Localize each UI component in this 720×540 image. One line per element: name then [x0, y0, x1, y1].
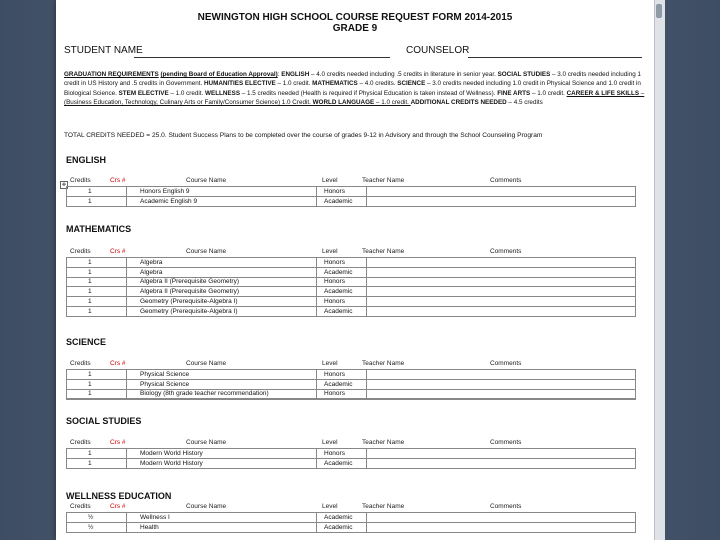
section-social-title: SOCIAL STUDIES — [66, 416, 142, 426]
cell-credits: 1 — [88, 307, 92, 315]
cell-credits: 1 — [88, 188, 92, 195]
cell-course: Algebra II (Prerequisite Geometry) — [140, 288, 239, 296]
cell-credits: 1 — [88, 268, 92, 276]
header-crs: Crs # — [110, 177, 126, 184]
cell-level: Honors — [324, 259, 345, 266]
cell-level: Honors — [324, 188, 345, 195]
student-name-line[interactable] — [134, 57, 390, 58]
header-teacher: Teacher Name — [362, 503, 405, 510]
counselor-line[interactable] — [468, 57, 642, 58]
cell-level: Academic — [324, 380, 353, 388]
cell-level: Academic — [324, 268, 353, 276]
header-rule — [66, 248, 636, 258]
column-rule — [316, 370, 317, 399]
scrollbar-track[interactable] — [654, 0, 665, 540]
header-course: Course Name — [186, 177, 227, 184]
scrollbar-thumb[interactable] — [656, 4, 662, 18]
table-frame — [66, 258, 636, 317]
header-comments: Comments — [490, 177, 522, 184]
section-english — [66, 177, 636, 208]
header-course: Course Name — [186, 439, 227, 446]
form-grade: GRADE 9 — [332, 23, 378, 34]
column-rule — [126, 449, 127, 468]
table-frame — [66, 187, 636, 207]
column-rule — [126, 258, 127, 316]
header-credits: Credits — [70, 439, 91, 446]
column-rule — [366, 258, 367, 316]
cell-credits: 1 — [88, 259, 92, 266]
cell-course: Physical Science — [140, 380, 190, 388]
column-rule — [316, 449, 317, 468]
header-teacher: Teacher Name — [362, 177, 405, 184]
cell-credits: 1 — [88, 197, 92, 205]
cell-course: Biology (8th grade teacher recommendation) — [140, 390, 269, 398]
header-level: Level — [322, 248, 338, 255]
cell-level: Honors — [324, 390, 345, 398]
section-math — [66, 248, 636, 318]
graduation-requirements: GRADUATION REQUIREMENTS (pending Board of Education Approval): ENGLISH – 4.0 credits needed including .5 credits in literature in senior year. SOCIAL STUDIES – 3.0 credits needed including 1 credit in US History and .5 credits in Government. HUMANITIES ELECTIVE – 1.0 credit. MATHEMATICS – 4.0 credits. SCIENCE – 3.0 credits needed including 1.0 credit in Physical Science and 1.0 credit in Biological Science. STEM ELECTIVE – 1.0 credit. WELLNESS – 1.5 credits needed (Health is required if Physical Education is taken instead of Wellness). FINE ARTS – 1.0 credit. CAREER & LIFE SKILLS – (Business Education, Technology, Culinary Arts or Family/Consumer Science) 1.0 Credit. WORLD LANGUAGE – 1.0 credit. ADDITIONAL CREDITS NEEDED – 4.5 credits — [64, 71, 645, 106]
header-credits: Credits — [70, 503, 91, 510]
section-wellness-title: WELLNESS EDUCATION — [66, 491, 172, 501]
student-name-label: STUDENT NAME — [64, 45, 143, 56]
cell-course: Algebra — [140, 268, 163, 276]
column-rule — [126, 513, 127, 532]
section-science-title: SCIENCE — [66, 337, 107, 347]
column-rule — [316, 513, 317, 532]
cell-course: Modern World History — [140, 450, 203, 457]
section-math-title: MATHEMATICS — [66, 224, 132, 234]
column-rule — [126, 370, 127, 399]
cell-credits: 1 — [88, 459, 92, 467]
header-crs: Crs # — [110, 439, 126, 446]
header-teacher: Teacher Name — [362, 360, 405, 367]
header-comments: Comments — [490, 503, 522, 510]
header-credits: Credits — [70, 360, 91, 367]
header-crs: Crs # — [110, 503, 126, 510]
cell-level: Honors — [324, 278, 345, 286]
cell-course: Wellness I — [140, 514, 170, 521]
table-frame — [66, 513, 636, 533]
form-title: NEWINGTON HIGH SCHOOL COURSE REQUEST FORM 2014-2015 — [197, 12, 513, 23]
header-crs: Crs # — [110, 360, 126, 367]
cell-credits: 1 — [88, 297, 92, 305]
cell-credits: 1 — [88, 450, 92, 457]
document-page — [56, 0, 654, 540]
header-rule — [66, 439, 636, 449]
cell-course: Honors English 9 — [140, 188, 190, 195]
header-comments: Comments — [490, 439, 522, 446]
header-crs: Crs # — [110, 248, 126, 255]
cell-course: Algebra II (Prerequisite Geometry) — [140, 278, 239, 286]
header-comments: Comments — [490, 248, 522, 255]
table-frame — [66, 370, 636, 400]
cell-level: Honors — [324, 371, 345, 378]
cell-course: Geometry (Prerequisite-Algebra I) — [140, 307, 238, 315]
column-rule — [316, 258, 317, 316]
cell-level: Honors — [324, 450, 345, 457]
table-frame — [66, 449, 636, 469]
header-teacher: Teacher Name — [362, 248, 405, 255]
counselor-label: COUNSELOR — [406, 45, 470, 56]
cell-level: Academic — [324, 307, 353, 315]
header-course: Course Name — [186, 503, 227, 510]
section-social — [66, 439, 636, 470]
section-science — [66, 360, 636, 401]
cell-credits: ½ — [88, 514, 94, 521]
header-level: Level — [322, 177, 338, 184]
header-course: Course Name — [186, 360, 227, 367]
cell-course: Algebra — [140, 259, 163, 266]
cell-level: Academic — [324, 288, 353, 296]
cell-course: Modern World History — [140, 459, 203, 467]
cell-credits: ½ — [88, 523, 94, 531]
column-rule — [366, 513, 367, 532]
header-rule — [66, 177, 636, 187]
cell-level: Academic — [324, 197, 353, 205]
cell-course: Health — [140, 523, 159, 531]
cell-level: Academic — [324, 523, 353, 531]
column-rule — [316, 187, 317, 206]
section-english-title: ENGLISH — [66, 155, 107, 165]
header-teacher: Teacher Name — [362, 439, 405, 446]
column-rule — [366, 370, 367, 399]
cell-credits: 1 — [88, 380, 92, 388]
header-credits: Credits — [70, 248, 91, 255]
header-rule — [66, 360, 636, 370]
cell-level: Academic — [324, 459, 353, 467]
cell-course: Geometry (Prerequisite-Algebra I) — [140, 297, 238, 305]
section-wellness — [66, 503, 636, 534]
cell-credits: 1 — [88, 390, 92, 398]
header-level: Level — [322, 503, 338, 510]
cell-credits: 1 — [88, 288, 92, 296]
column-rule — [366, 449, 367, 468]
header-credits: Credits — [70, 177, 91, 184]
header-level: Level — [322, 439, 338, 446]
cell-course: Academic English 9 — [140, 197, 198, 205]
cell-course: Physical Science — [140, 371, 190, 378]
total-credits: TOTAL CREDITS NEEDED = 25.0. Student Success Plans to be completed over the course of grades 9-12 in Advisory and through the School Counseling Program — [64, 132, 543, 139]
header-course: Course Name — [186, 248, 227, 255]
cell-credits: 1 — [88, 278, 92, 286]
header-rule — [66, 503, 636, 513]
column-rule — [366, 187, 367, 206]
column-rule — [126, 187, 127, 206]
header-comments: Comments — [490, 360, 522, 367]
cell-level: Honors — [324, 297, 345, 305]
cell-credits: 1 — [88, 371, 92, 378]
header-level: Level — [322, 360, 338, 367]
cell-level: Academic — [324, 514, 353, 521]
table-move-handle-icon[interactable]: ✥ — [61, 182, 67, 188]
